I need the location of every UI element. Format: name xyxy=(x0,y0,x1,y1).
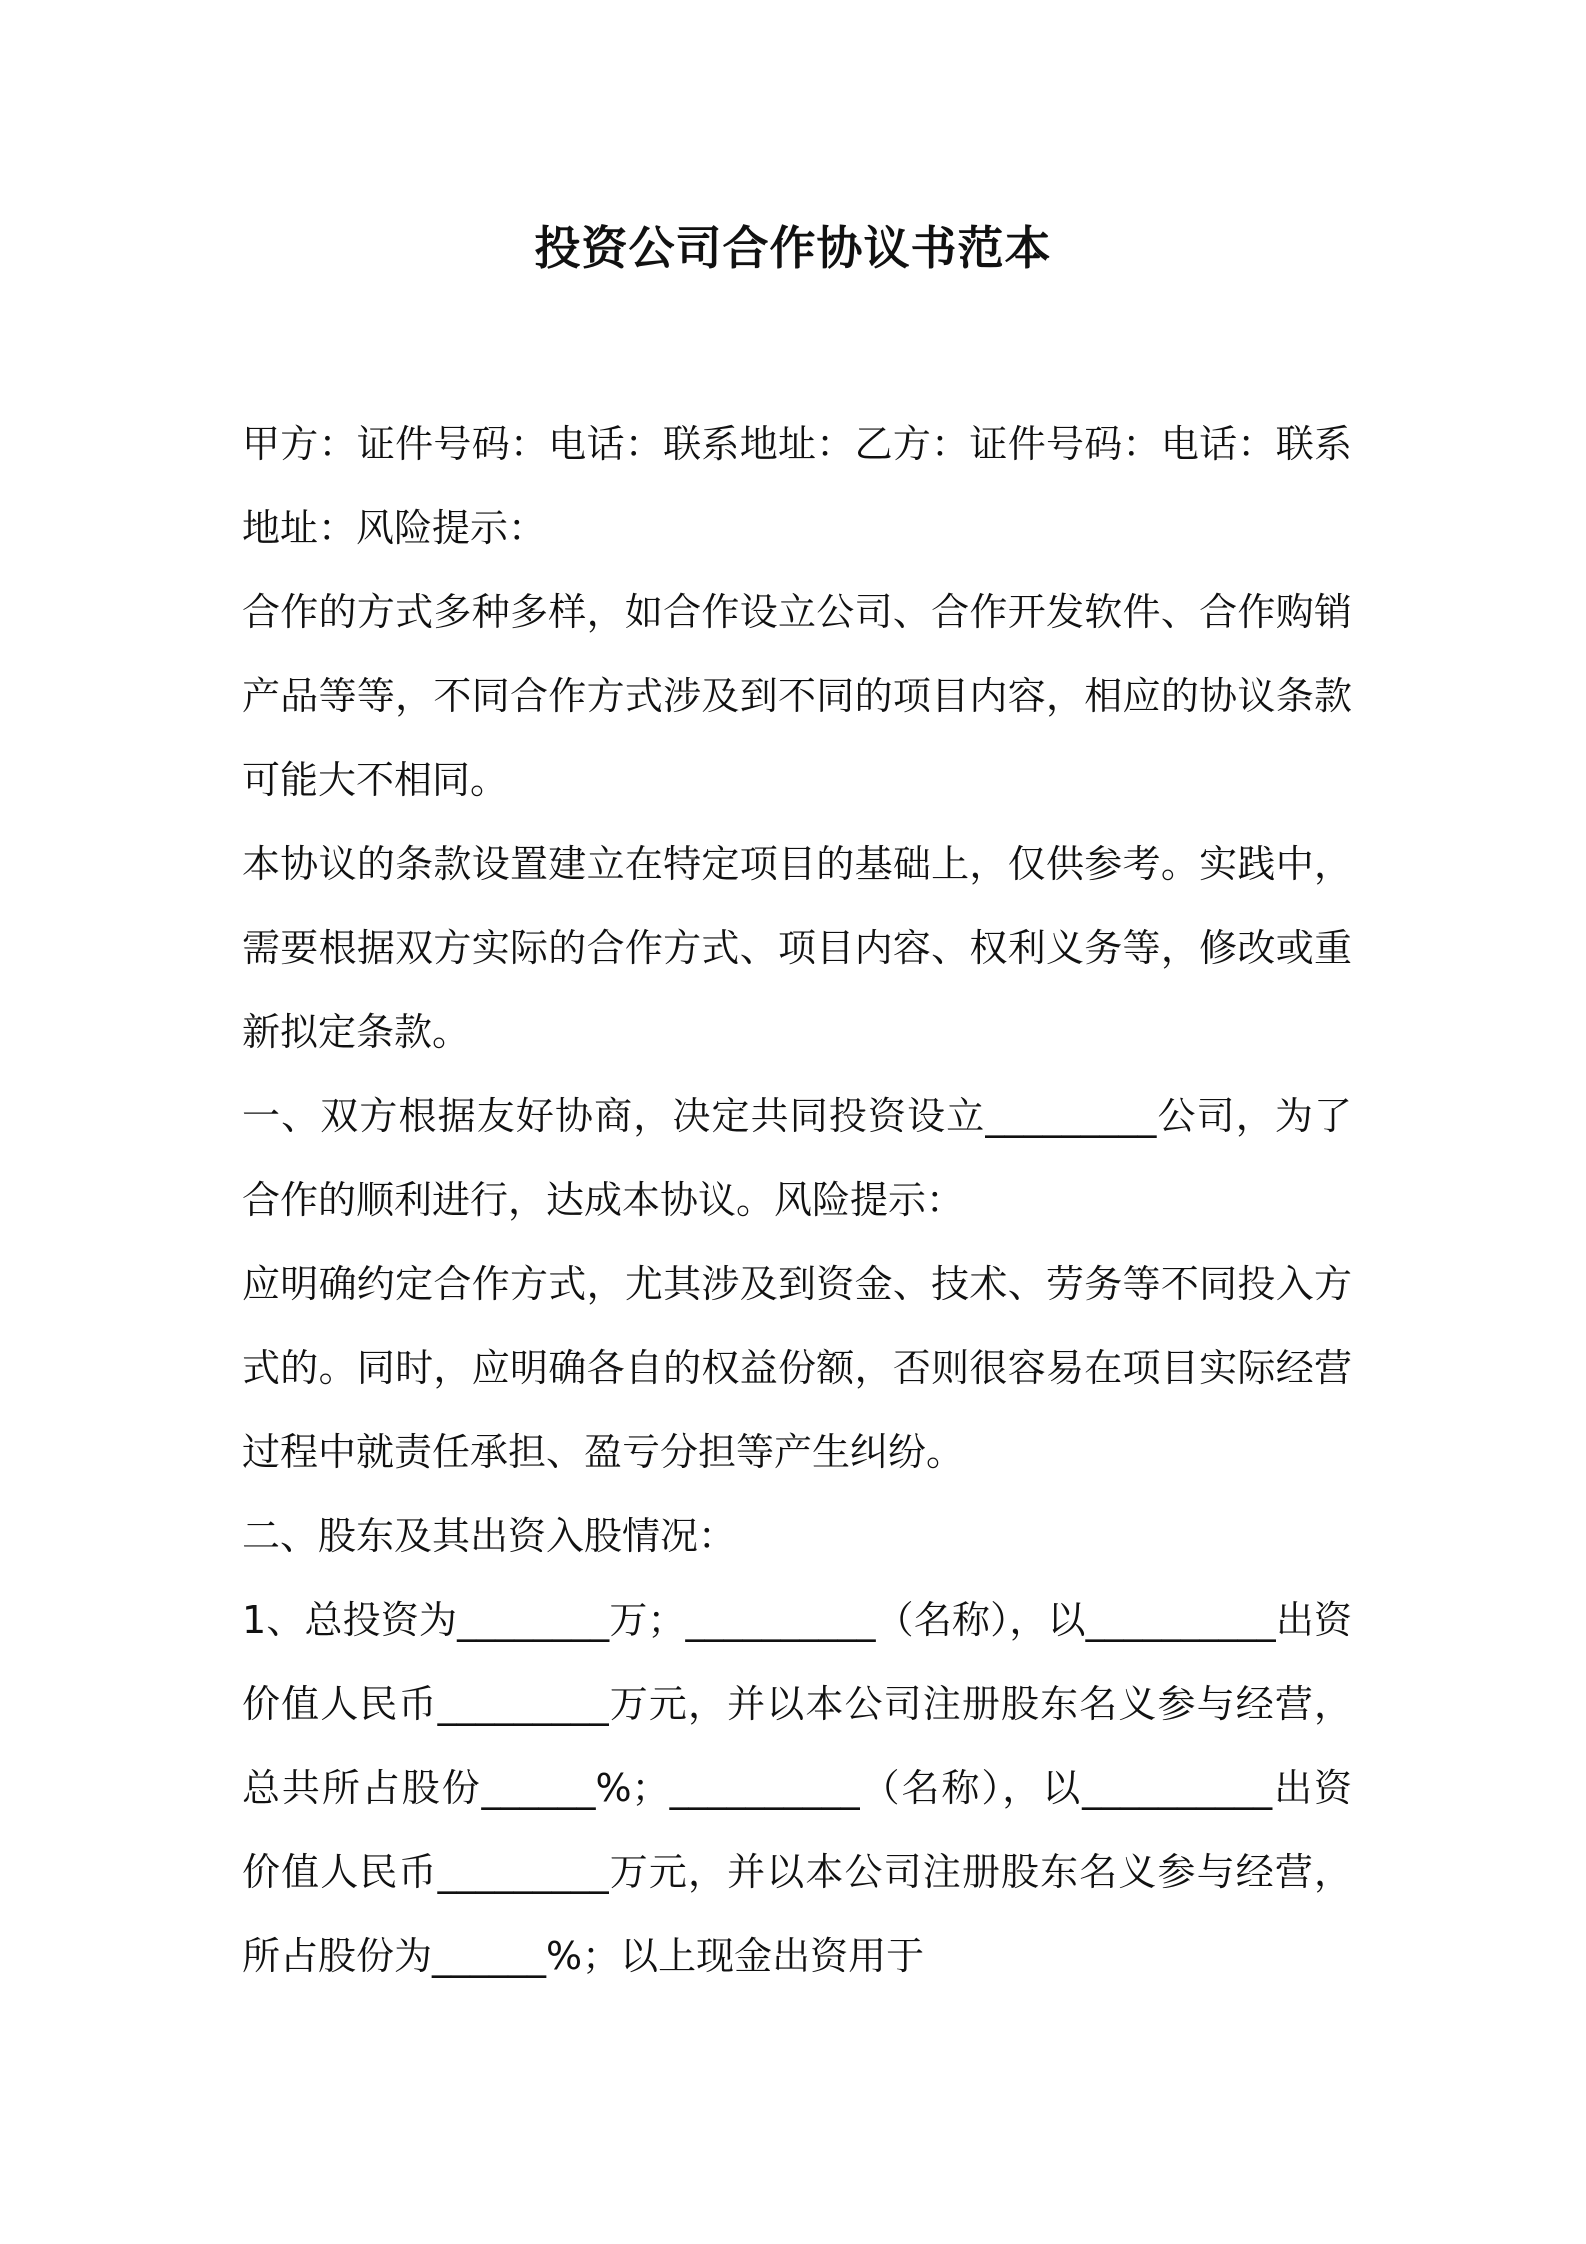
paragraph-cooperation-methods: 合作的方式多种多样，如合作设立公司、合作开发软件、合作购销产品等等，不同合作方式涉及到不同的项目内容，相应的协议条款可能大不相同。 xyxy=(242,590,1352,802)
paragraph-article-2-item-1: 1、总投资为________万；__________（名称），以__________出资价值人民币_________万元，并以本公司注册股东名义参与经营，总共所占股份______%；__________（名称），以__________出资价值人民币_________万元，并以本公司注册股东名义参与经营，所占股份为______%；以上现金出资用于 xyxy=(242,1598,1352,1978)
paragraph-article-1: 一、双方根据友好协商，决定共同投资设立_________公司，为了合作的顺利进行，达成本协议。风险提示： xyxy=(242,1094,1352,1222)
paragraph-article-2-heading: 二、股东及其出资入股情况： xyxy=(242,1514,737,1558)
document-body xyxy=(242,402,1352,1998)
paragraph-reference-note: 本协议的条款设置建立在特定项目的基础上，仅供参考。实践中，需要根据双方实际的合作方式、项目内容、权利义务等，修改或重新拟定条款。 xyxy=(242,842,1352,1054)
paragraph-parties: 甲方：证件号码：电话：联系地址：乙方：证件号码：电话：联系地址：风险提示： xyxy=(242,422,1352,550)
document-title: 投资公司合作协议书范本 xyxy=(534,221,1052,275)
paragraph-risk-note: 应明确约定合作方式，尤其涉及到资金、技术、劳务等不同投入方式的。同时，应明确各自的权益份额，否则很容易在项目实际经营过程中就责任承担、盈亏分担等产生纠纷。 xyxy=(242,1262,1352,1474)
